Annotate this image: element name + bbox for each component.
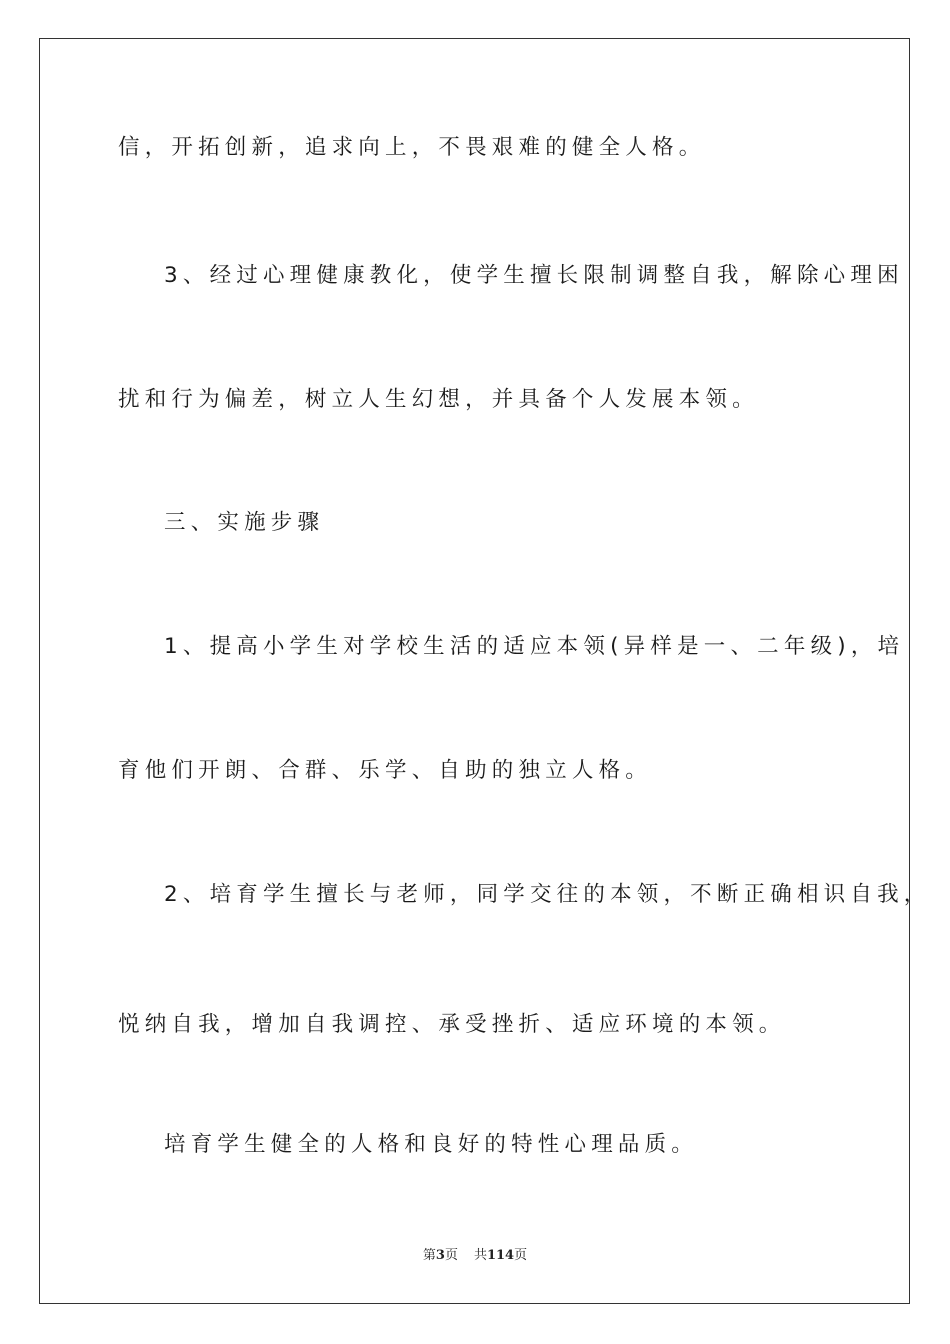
text-line-3: 扰和行为偏差，树立人生幻想，并具备个人发展本领。 [118, 387, 759, 412]
footer-total-pages: 114 [486, 1248, 515, 1263]
text-line-6: 育他们开朗、合群、乐学、自助的独立人格。 [118, 758, 653, 783]
text-line-8: 悦纳自我，增加自我调控、承受挫折、适应环境的本领。 [118, 1012, 786, 1037]
footer-page-number: 3 [435, 1248, 445, 1263]
page-footer [0, 1247, 950, 1265]
page-border [39, 38, 910, 1304]
text-line-1: 信，开拓创新，追求向上，不畏艰难的健全人格。 [118, 135, 706, 160]
text-line-5: 1、提高小学生对学校生活的适应本领(异样是一、二年级)，培 [164, 634, 905, 659]
footer-total-suffix: 页 [514, 1248, 528, 1263]
footer-page-prefix: 第 [422, 1248, 436, 1263]
text-line-2: 3、经过心理健康教化，使学生擅长限制调整自我，解除心理困 [164, 263, 904, 288]
section-heading: 三、实施步骤 [164, 510, 325, 535]
text-line-7: 2、培育学生擅长与老师，同学交往的本领，不断正确相识自我， [164, 882, 931, 907]
footer-page-suffix: 页 [444, 1248, 458, 1263]
footer-total-prefix: 共 [473, 1248, 487, 1263]
text-line-9: 培育学生健全的人格和良好的特性心理品质。 [164, 1132, 699, 1157]
